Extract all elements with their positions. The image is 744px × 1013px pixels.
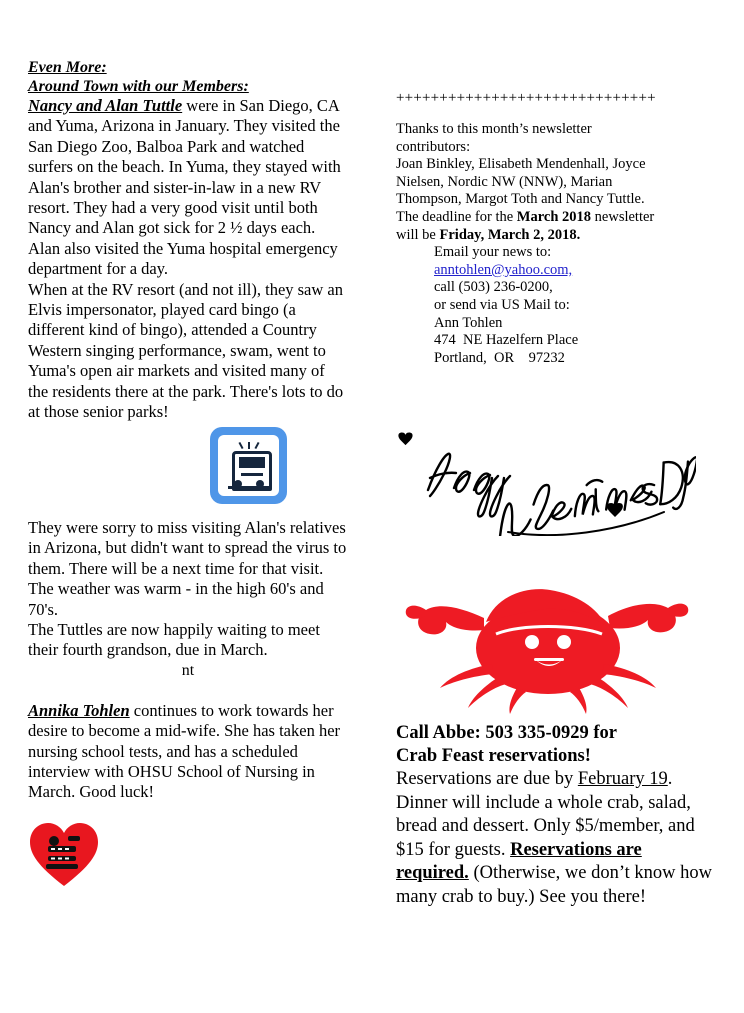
crab-feast-announcement — [396, 722, 714, 909]
crab-feast-body-mid: . Dinner will include a whole crab, salad, bread and dessert. Only $5/member, and $15 for guests. — [396, 769, 695, 860]
deadline-date: Friday, March 2, 2018. — [439, 226, 581, 243]
crab-feast-due-date: February 19 — [577, 769, 668, 789]
contributors-line-2: Nielsen, Nordic NW (NNW), Marian — [396, 173, 613, 190]
crab-feast-title-line-2: Crab Feast reservations! — [396, 746, 591, 766]
article-tuttle-paragraph-2: When at the RV resort (and not ill), they saw an Elvis impersonator, played card bingo (a different kind of bingo), attended a Country Western singing performance, swam, went to Yuma's open air markets and visited many of the residents there at the park. There's lots to do at those senior parks! — [28, 279, 344, 422]
article-tuttle-paragraph-3: They were sorry to miss visiting Alan's relatives in Arizona, but didn't want to spread the virus to them. There will be a next time for that visit. The weather was warm - in the high 60's and 70's. — [28, 518, 347, 619]
bus-icon-inner — [218, 435, 279, 496]
happy-valentines-day-script — [396, 428, 696, 536]
phone-line: call (503) 236-0200, — [434, 279, 553, 296]
article-tuttle-paragraph-1 — [28, 96, 348, 280]
article-annika-text: continues to work towards her desire to become a mid-wife. She has taken her nursing school tests, and has a scheduled interview with OHSU School of Nursing in March. Good luck! — [28, 700, 341, 802]
crab-feast-body-pre: Reservations are due by — [396, 769, 578, 789]
deadline-post: newsletter — [591, 208, 655, 225]
section-heading-around-town: Around Town with our Members: — [28, 78, 249, 95]
section-heading-even-more: Even More: — [28, 59, 107, 76]
deadline-line-2 — [396, 227, 718, 245]
heart-with-telephone-clipart — [28, 820, 100, 888]
mail-city-state-zip: Portland, OR 97232 — [434, 349, 565, 366]
red-crab-illustration — [400, 556, 690, 716]
article-tuttle-lead-name: Nancy and Alan Tuttle — [28, 96, 183, 115]
contributors-line-1: Joan Binkley, Elisabeth Mendenhall, Joyce — [396, 156, 646, 173]
crab-feast-body-post: (Otherwise, we don’t know how many crab to buy.) See you there! — [396, 863, 713, 907]
mail-instruction: or send via US Mail to: — [434, 296, 570, 313]
bus-icon — [210, 427, 287, 504]
deadline-line-2-pre: will be — [396, 226, 440, 243]
article-annika-lead-name: Annika Tohlen — [28, 700, 130, 720]
deadline-pre: The deadline for the — [396, 208, 517, 225]
mail-street: 474 NE Hazelfern Place — [434, 332, 579, 349]
mail-name: Ann Tohlen — [434, 314, 503, 331]
heart-phone-svg — [28, 820, 100, 888]
bus-icon-ray — [238, 442, 243, 449]
right-column — [396, 90, 718, 367]
contributors-line-3: Thompson, Margot Toth and Nancy Tuttle. — [396, 191, 645, 208]
article-tuttle-continued — [28, 518, 348, 803]
submission-block — [434, 244, 718, 367]
deadline-month: March 2018 — [516, 208, 592, 225]
plus-divider: ++++++++++++++++++++++++++++++ — [396, 90, 656, 106]
valentine-svg — [396, 428, 696, 536]
deadline-line-1 — [396, 209, 718, 227]
bus-icon-lights — [241, 473, 263, 480]
article-tuttle — [28, 96, 348, 423]
bus-icon-ray — [248, 442, 250, 449]
article-tuttle-paragraph-4: The Tuttles are now happily waiting to meet their fourth grandson, due in March. — [28, 620, 320, 660]
article-annika — [28, 701, 348, 803]
article-tuttle-signature: nt — [181, 661, 195, 679]
crab-feast-body — [396, 768, 714, 909]
left-column — [28, 58, 348, 423]
crab-feast-reservations-required: Reservations are required. — [396, 839, 642, 883]
contributors-block — [396, 121, 718, 244]
article-tuttle-paragraph-1-text: were in San Diego, CA and Yuma, Arizona in January. They visited the San Diego Zoo, Balboa Park and watched surfers on the beach. In Yuma, they stayed with Alan's brother and sister-in-law in a new RV resort. They had a very good visit until both Nancy and Alan got sick for 2 ½ days each. Alan also visited the Yuma hospital emergency department for a day. — [28, 96, 341, 279]
bus-icon-window — [239, 457, 265, 468]
crab-svg — [400, 556, 690, 716]
bus-icon-ray — [254, 442, 259, 449]
crab-feast-title-line-1: Call Abbe: 503 335-0929 for — [396, 723, 617, 743]
bus-icon-base — [228, 486, 270, 489]
contributors-intro-line-2: contributors: — [396, 138, 471, 155]
bus-icon-frame — [210, 427, 287, 504]
contributors-intro-line-1: Thanks to this month’s newsletter — [396, 121, 592, 137]
email-link[interactable]: anntohlen@yahoo.com, — [434, 261, 573, 278]
submit-instruction: Email your news to: — [434, 244, 552, 261]
